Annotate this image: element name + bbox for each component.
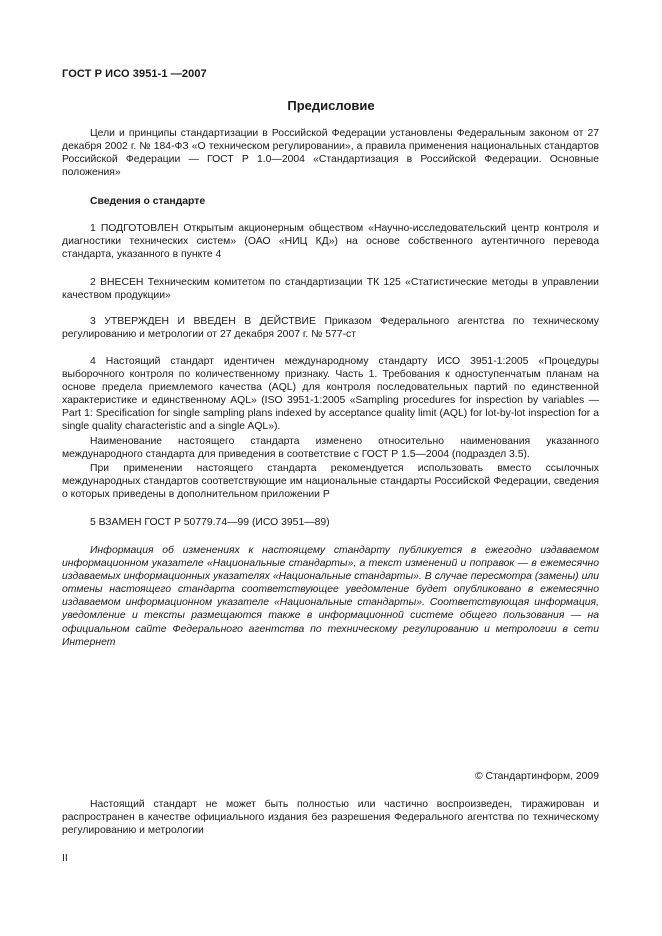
- item-4-paragraph-3: При применении настоящего стандарта рекомендуется использовать вместо ссылочных международных стандартов соответствующие им национальные стандарты Российской Федерации, сведения о которых приведены в дополнительном приложении Р: [62, 463, 599, 501]
- page-title: Предисловие: [287, 98, 375, 113]
- reproduction-notice: Настоящий стандарт не может быть полностью или частично воспроизведен, тиражирован и распространен в качестве официального издания без разрешения Федерального агентства по техническому регулированию и метрологии: [62, 799, 599, 837]
- document-header: ГОСТ Р ИСО 3951-1 —2007: [62, 68, 207, 80]
- section-heading: Сведения о стандарте: [90, 196, 206, 207]
- copyright-line: © Стандартинформ, 2009: [474, 771, 599, 782]
- item-5-paragraph: 5 ВЗАМЕН ГОСТ Р 50779.74—99 (ИСО 3951—89): [90, 517, 330, 528]
- intro-paragraph: Цели и принципы стандартизации в Российской Федерации установлены Федеральным законом от 27 декабря 2002 г. № 184-ФЗ «О техническом регулировании», а правила применения национальных стандартов Российской Федерации — ГОСТ Р 1.0—2004 «Стандартизация в Российской Федерации. Основные положения»: [62, 128, 599, 179]
- item-4-paragraph: 4 Настоящий стандарт идентичен международному стандарту ИСО 3951-1:2005 «Процедуры выборочного контроля по количественному признаку. Часть 1. Требования к одноступенчатым планам на основе предела приемлемого качества (AQL) для контроля последовательных партий по единственной характеристике и единственному AQL» (ISO 3951-1:2005 «Sampling procedures for inspection by variables — Part 1: Specification for single sampling plans indexed by acceptance quality limit (AQL) for lot-by-lot inspection for a single quality characteristic and a single AQL»).: [62, 356, 599, 433]
- info-notice: Информация об изменениях к настоящему стандарту публикуется в ежегодно издаваемом информационном указателе «Национальные стандарты», а текст изменений и поправок — в ежемесячно издаваемых информационных указателях «Национальные стандарты». В случае пересмотра (замены) или отмены настоящего стандарта соответствующее уведомление будет опубликовано в ежемесячно издаваемом информационном указателе «Национальные стандарты». Соответствующая информация, уведомление и тексты размещаются также в информационной системе общего пользования — на официальном сайте Федерального агентства по техническому регулированию и метрологии в сети Интернет: [62, 545, 599, 648]
- item-4-paragraph-2: Наименование настоящего стандарта изменено относительно наименования указанного международного стандарта для приведения в соответствие с ГОСТ Р 1.5—2004 (подраздел 3.5).: [62, 436, 599, 461]
- item-2-paragraph: 2 ВНЕСЕН Техническим комитетом по стандартизации ТК 125 «Статистические методы в управлении качеством продукции»: [62, 277, 599, 302]
- item-1-paragraph: 1 ПОДГОТОВЛЕН Открытым акционерным обществом «Научно-исследовательский центр контроля и диагностики технических систем» (ОАО «НИЦ КД») на основе собственного аутентичного перевода стандарта, указанного в пункте 4: [62, 223, 599, 261]
- item-3-paragraph: 3 УТВЕРЖДЕН И ВВЕДЕН В ДЕЙСТВИЕ Приказом Федерального агентства по техническому регулированию и метрологии от 27 декабря 2007 г. № 577-ст: [62, 316, 599, 341]
- page-number: II: [62, 853, 68, 864]
